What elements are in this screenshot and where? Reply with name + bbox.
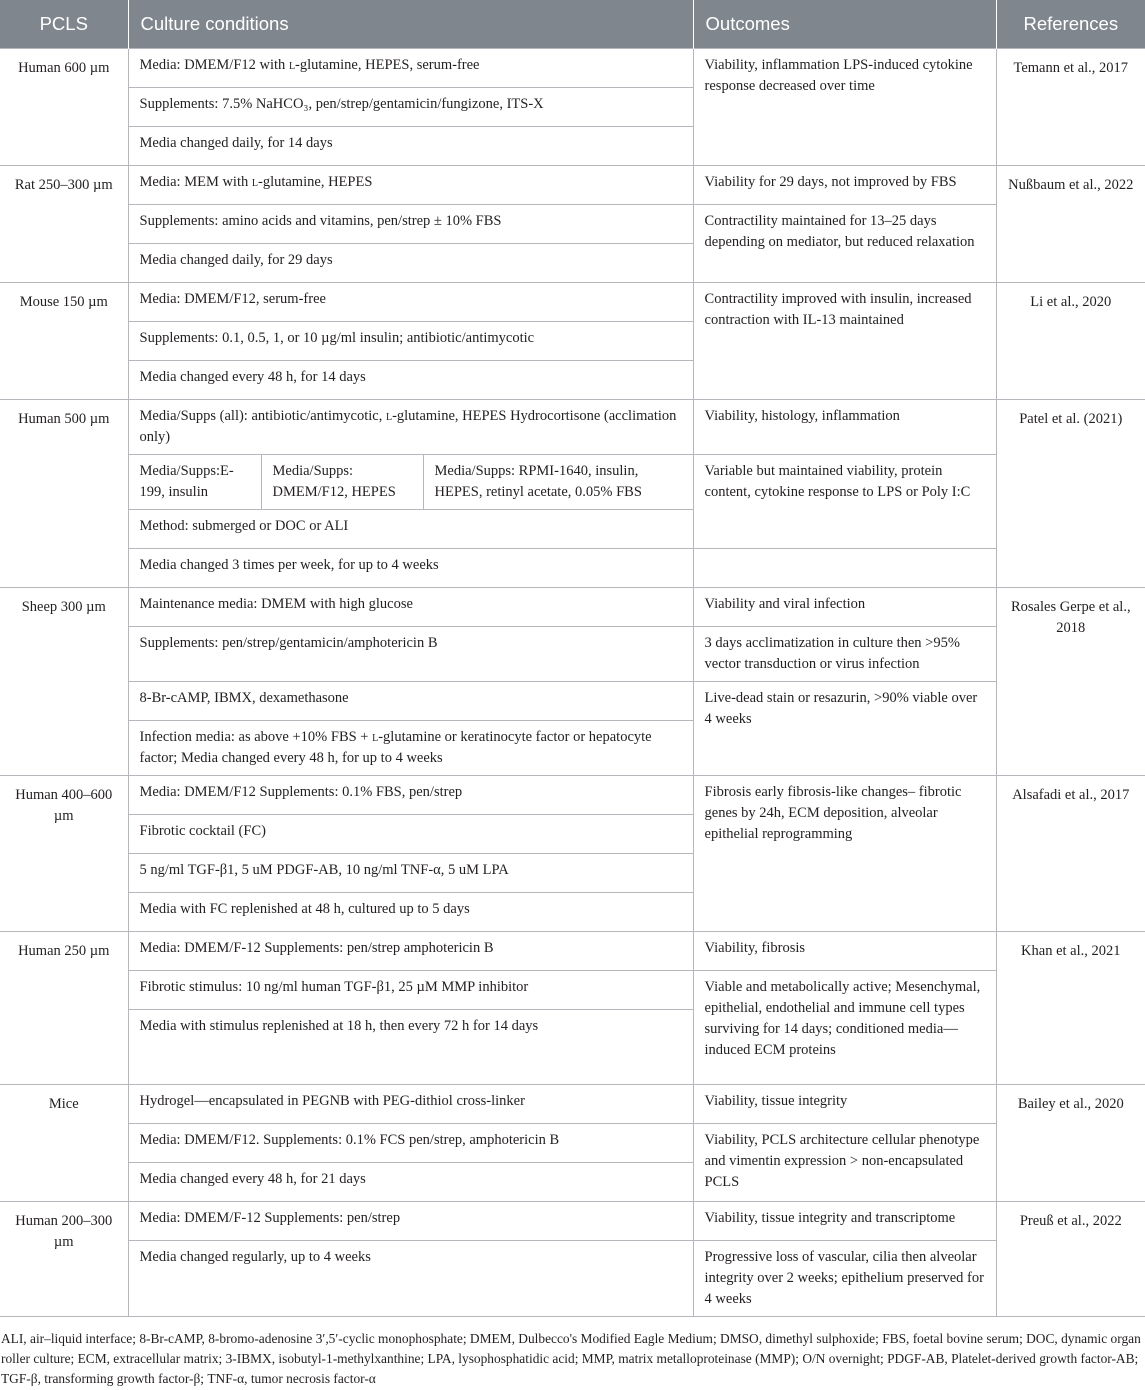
reference-cell: Rosales Gerpe et al., 2018 xyxy=(996,588,1145,776)
table-row xyxy=(0,1124,1145,1163)
table-row xyxy=(0,166,1145,205)
outcome-cell: Viability, PCLS architecture cellular phenotype and vimentin expression > non-encapsulated PCLS xyxy=(693,1124,996,1202)
condition-cell: Media changed daily, for 14 days xyxy=(128,127,693,166)
table-row xyxy=(0,588,1145,627)
header-pcls: PCLS xyxy=(0,0,128,49)
condition-cell: Media changed every 48 h, for 21 days xyxy=(128,1163,693,1202)
condition-cell: Media: MEM with l-glutamine, HEPES xyxy=(128,166,693,205)
outcome-cell: Viability, tissue integrity xyxy=(693,1085,996,1124)
outcome-cell: Viability and viral infection xyxy=(693,588,996,627)
pcls-cell: Mice xyxy=(0,1085,128,1202)
condition-cell: Infection media: as above +10% FBS + l-glutamine or keratinocyte factor or hepatocyte factor; Media changed every 48 h, for up to 4 weeks xyxy=(128,721,693,776)
reference-cell: Preuß et al., 2022 xyxy=(996,1202,1145,1317)
table-row xyxy=(0,1202,1145,1241)
header-references: References xyxy=(996,0,1145,49)
outcome-cell-empty xyxy=(693,549,996,588)
header-row xyxy=(0,0,1145,49)
condition-cell: Media changed every 48 h, for 14 days xyxy=(128,361,693,400)
condition-cell: Media/Supps:E-199, insulin xyxy=(128,455,261,510)
condition-cell: Media changed regularly, up to 4 weeks xyxy=(128,1241,693,1317)
table-row xyxy=(0,1085,1145,1124)
pcls-cell: Human 600 µm xyxy=(0,49,128,166)
condition-cell: Media with FC replenished at 48 h, cultured up to 5 days xyxy=(128,893,693,932)
table-row xyxy=(0,971,1145,1010)
table-row xyxy=(0,455,1145,510)
reference-cell: Nußbaum et al., 2022 xyxy=(996,166,1145,283)
condition-cell: 5 ng/ml TGF-β1, 5 uM PDGF-AB, 10 ng/ml TNF-α, 5 uM LPA xyxy=(128,854,693,893)
condition-cell: Media changed 3 times per week, for up to 4 weeks xyxy=(128,549,693,588)
outcome-cell: Viability, inflammation LPS-induced cytokine response decreased over time xyxy=(693,49,996,166)
condition-cell: Media: DMEM/F12 Supplements: 0.1% FBS, pen/strep xyxy=(128,776,693,815)
outcome-cell: Progressive loss of vascular, cilia then alveolar integrity over 2 weeks; epithelium preserved for 4 weeks xyxy=(693,1241,996,1317)
condition-cell: Media: DMEM/F-12 Supplements: pen/strep amphotericin B xyxy=(128,932,693,971)
table-row xyxy=(0,627,1145,682)
table-row xyxy=(0,400,1145,455)
outcome-cell: Viable and metabolically active; Mesenchymal, epithelial, endothelial and immune cell types surviving for 14 days; conditioned media—induced ECM proteins xyxy=(693,971,996,1085)
condition-cell: Media changed daily, for 29 days xyxy=(128,244,693,283)
pcls-cell: Sheep 300 µm xyxy=(0,588,128,776)
table-row xyxy=(0,932,1145,971)
outcome-cell: Live-dead stain or resazurin, >90% viable over 4 weeks xyxy=(693,682,996,776)
header-outcomes: Outcomes xyxy=(693,0,996,49)
outcome-cell: Viability, histology, inflammation xyxy=(693,400,996,455)
condition-cell: Media/Supps: RPMI-1640, insulin, HEPES, retinyl acetate, 0.05% FBS xyxy=(423,455,693,510)
pcls-cell: Human 200–300 µm xyxy=(0,1202,128,1317)
outcome-cell: Contractility maintained for 13–25 days depending on mediator, but reduced relaxation xyxy=(693,205,996,283)
condition-cell: Maintenance media: DMEM with high glucose xyxy=(128,588,693,627)
condition-cell: Media with stimulus replenished at 18 h, then every 72 h for 14 days xyxy=(128,1010,693,1085)
reference-cell: Patel et al. (2021) xyxy=(996,400,1145,588)
header-culture-conditions: Culture conditions xyxy=(128,0,693,49)
condition-cell: Hydrogel—encapsulated in PEGNB with PEG-dithiol cross-linker xyxy=(128,1085,693,1124)
condition-cell: Media: DMEM/F12, serum-free xyxy=(128,283,693,322)
table-row xyxy=(0,1241,1145,1317)
table-row xyxy=(0,283,1145,322)
reference-cell: Bailey et al., 2020 xyxy=(996,1085,1145,1202)
condition-cell: Fibrotic cocktail (FC) xyxy=(128,815,693,854)
pcls-cell: Human 250 µm xyxy=(0,932,128,1085)
table-row xyxy=(0,205,1145,244)
table-row xyxy=(0,776,1145,815)
reference-cell: Li et al., 2020 xyxy=(996,283,1145,400)
pcls-cell: Rat 250–300 µm xyxy=(0,166,128,283)
condition-cell: Supplements: 7.5% NaHCO₃, pen/strep/gentamicin/fungizone, ITS-X xyxy=(128,88,693,127)
reference-cell: Temann et al., 2017 xyxy=(996,49,1145,166)
outcome-cell: Variable but maintained viability, protein content, cytokine response to LPS or Poly I:C xyxy=(693,455,996,549)
reference-cell: Khan et al., 2021 xyxy=(996,932,1145,1085)
table-row xyxy=(0,682,1145,721)
condition-cell: Media: DMEM/F-12 Supplements: pen/strep xyxy=(128,1202,693,1241)
condition-cell: 8-Br-cAMP, IBMX, dexamethasone xyxy=(128,682,693,721)
table-row xyxy=(0,549,1145,588)
outcome-cell: Fibrosis early fibrosis-like changes– fibrotic genes by 24h, ECM deposition, alveolar epithelial reprogramming xyxy=(693,776,996,932)
table-footnote: ALI, air–liquid interface; 8-Br-cAMP, 8-bromo-adenosine 3′,5′-cyclic monophosphate; DMEM, Dulbecco's Modified Eagle Medium; DMSO, dimethyl sulphoxide; FBS, foetal bovine serum; DOC, dynamic organ roller culture; ECM, extracellular matrix; 3-IBMX, isobutyl-1-methylxanthine; LPA, lysophosphatidic acid; MMP, matrix metalloproteinase (MMP); O/N overnight; PDGF-AB, Platelet-derived growth factor-AB; TGF-β, transforming growth factor-β; TNF-α, tumor necrosis factor-α xyxy=(1,1331,1141,1387)
pcls-cell: Human 500 µm xyxy=(0,400,128,588)
condition-cell: Fibrotic stimulus: 10 ng/ml human TGF-β1, 25 µM MMP inhibitor xyxy=(128,971,693,1010)
condition-cell: Media/Supps: DMEM/F12, HEPES xyxy=(261,455,423,510)
condition-cell: Media: DMEM/F12 with l-glutamine, HEPES, serum-free xyxy=(128,49,693,88)
pcls-cell: Mouse 150 µm xyxy=(0,283,128,400)
outcome-cell: 3 days acclimatization in culture then >95% vector transduction or virus infection xyxy=(693,627,996,682)
outcome-cell: Contractility improved with insulin, increased contraction with IL-13 maintained xyxy=(693,283,996,400)
condition-cell: Method: submerged or DOC or ALI xyxy=(128,510,693,549)
outcome-cell: Viability for 29 days, not improved by FBS xyxy=(693,166,996,205)
condition-cell: Supplements: 0.1, 0.5, 1, or 10 µg/ml insulin; antibiotic/antimycotic xyxy=(128,322,693,361)
table-row xyxy=(0,49,1145,88)
outcome-cell: Viability, tissue integrity and transcriptome xyxy=(693,1202,996,1241)
outcome-cell: Viability, fibrosis xyxy=(693,932,996,971)
reference-cell: Alsafadi et al., 2017 xyxy=(996,776,1145,932)
condition-cell: Media: DMEM/F12. Supplements: 0.1% FCS pen/strep, amphotericin B xyxy=(128,1124,693,1163)
pcls-cell: Human 400–600 µm xyxy=(0,776,128,932)
condition-cell: Media/Supps (all): antibiotic/antimycotic, l-glutamine, HEPES Hydrocortisone (acclimation only) xyxy=(128,400,693,455)
condition-cell: Supplements: amino acids and vitamins, pen/strep ± 10% FBS xyxy=(128,205,693,244)
condition-cell: Supplements: pen/strep/gentamicin/amphotericin B xyxy=(128,627,693,682)
